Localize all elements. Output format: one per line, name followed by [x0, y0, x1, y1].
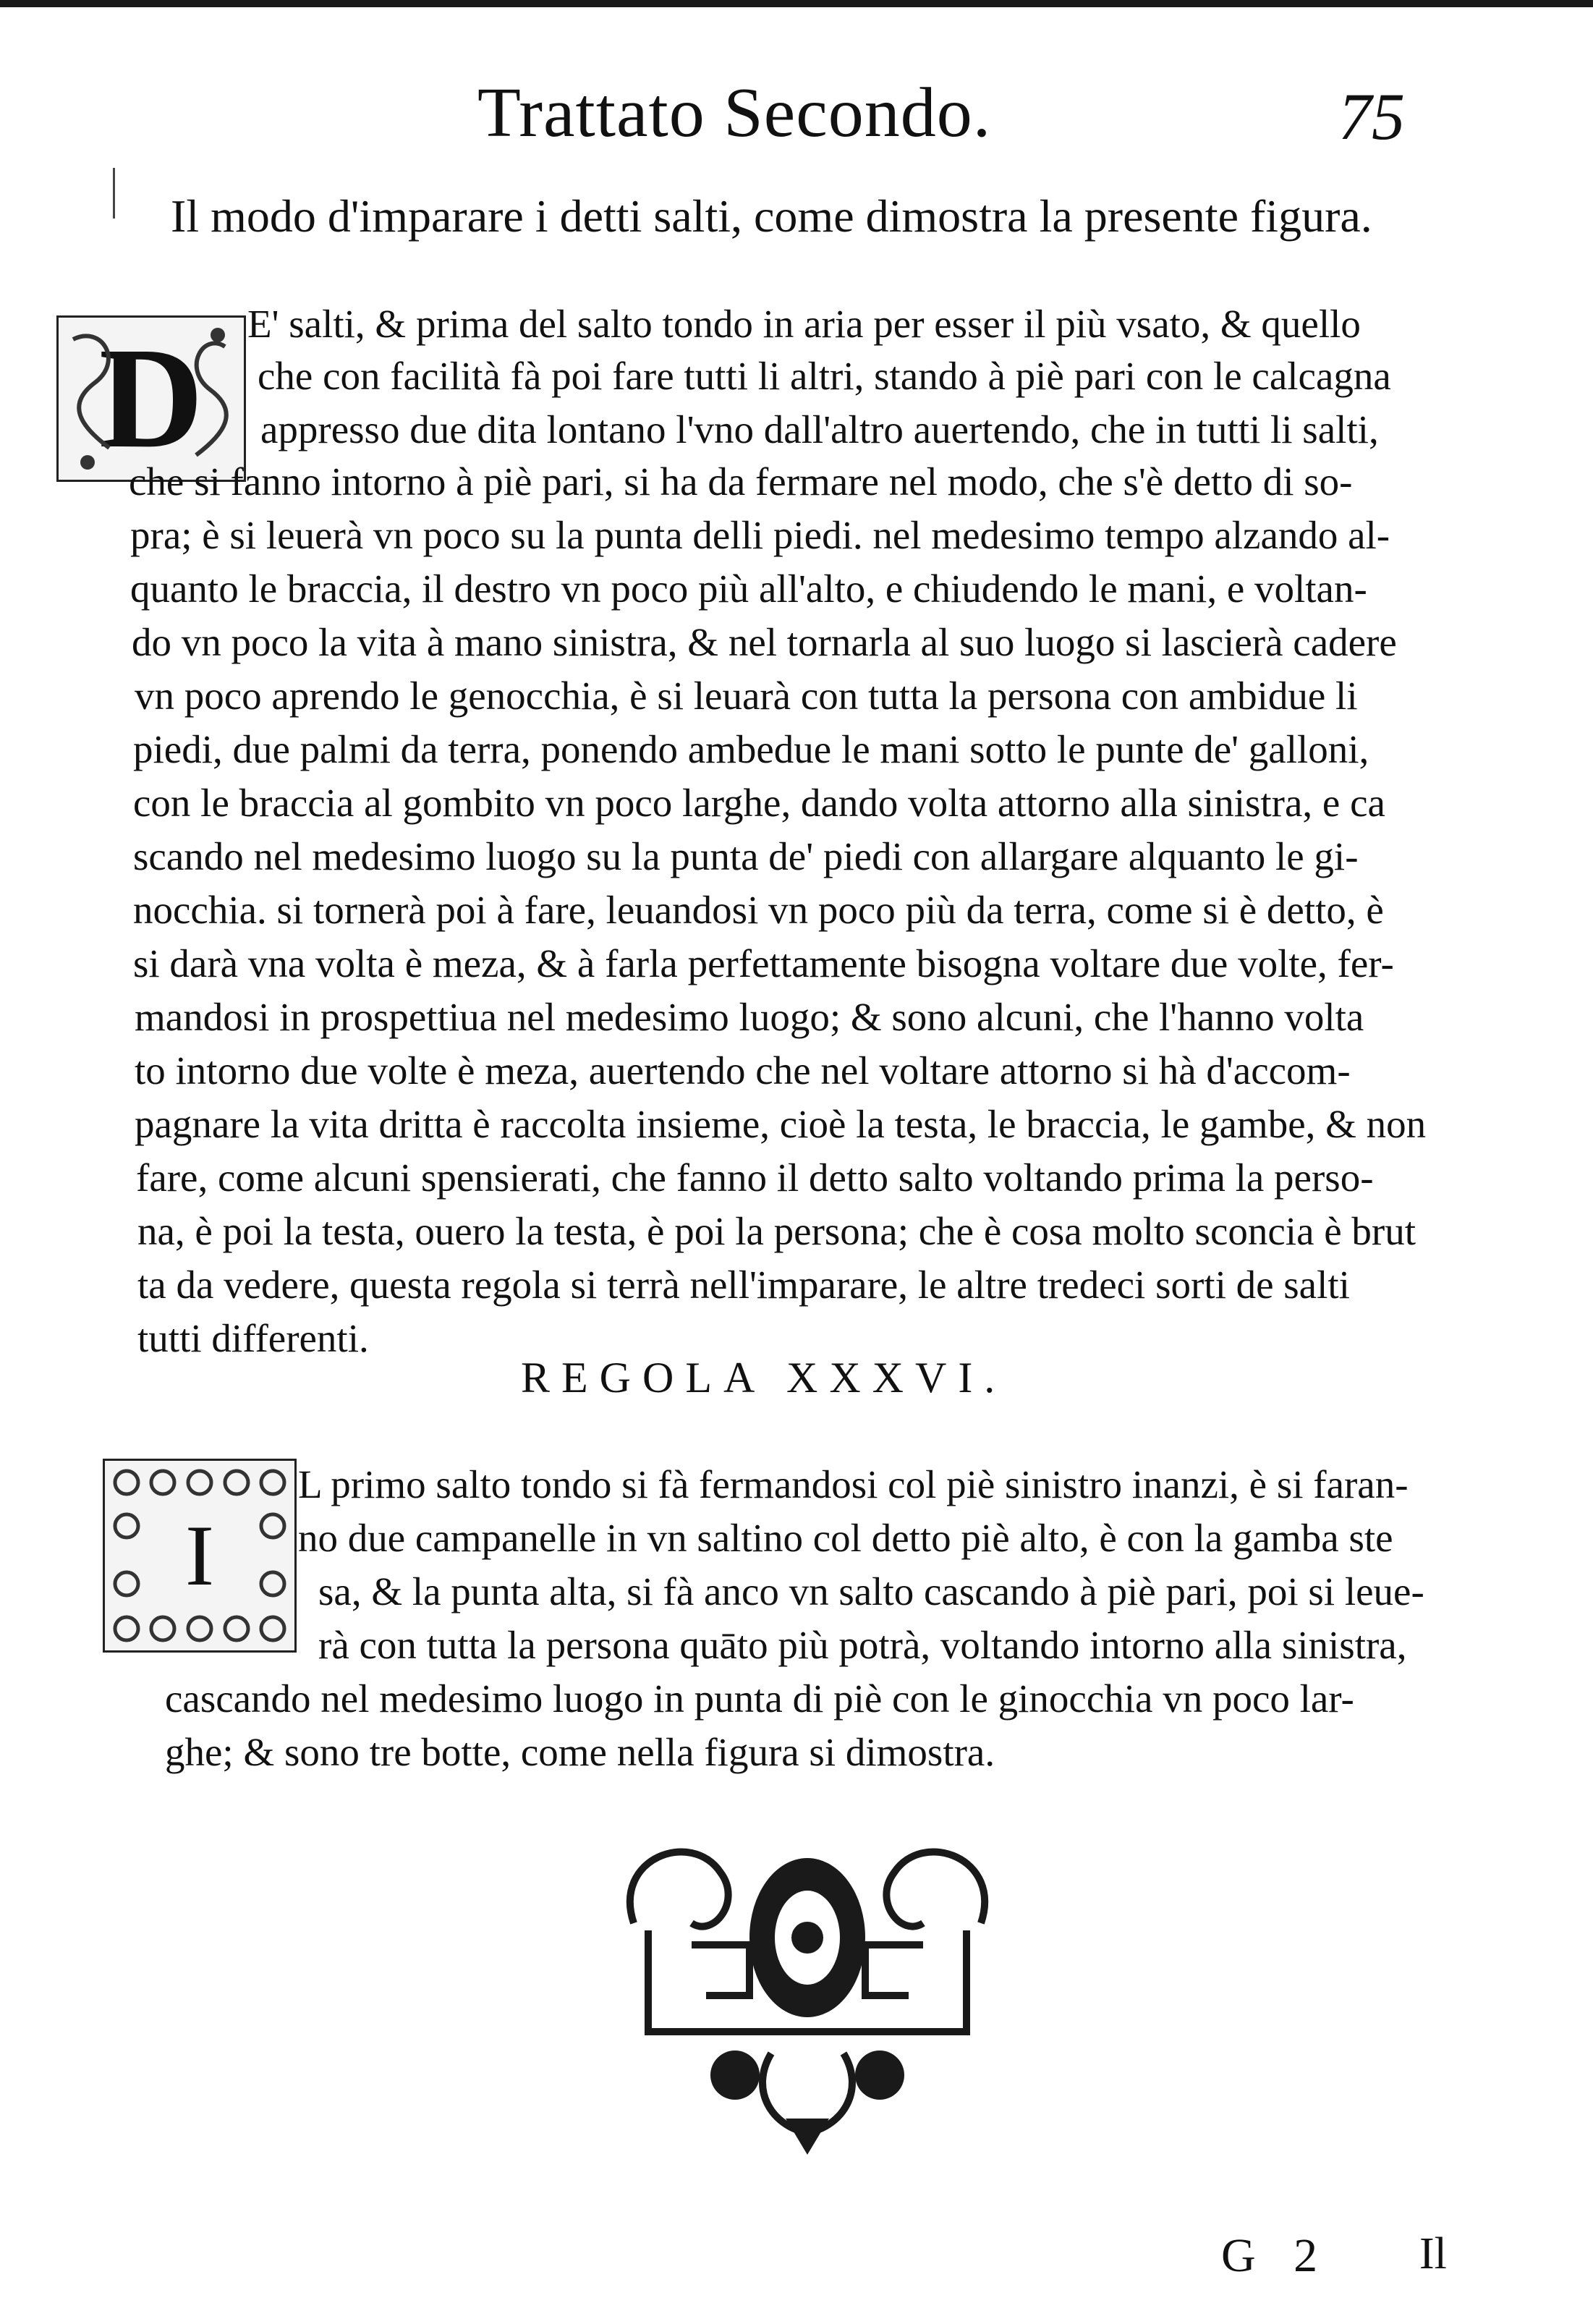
text-line: scando nel medesimo luogo su la punta de' piedi con allargare alquanto le gi-: [133, 834, 1359, 878]
section-heading: Il modo d'imparare i detti salti, come dimostra la presente figura.: [171, 190, 1372, 242]
text-line: che con facilità fà poi fare tutti li altri, stando à piè pari con le calcagna: [258, 354, 1391, 398]
text-line: vn poco aprendo le genocchia, è si leuarà con tutta la persona con ambidue li: [135, 674, 1358, 718]
initial-letter: I: [185, 1507, 214, 1603]
text-line: appresso due dita lontano l'vno dall'altro auertendo, che in tutti li salti,: [260, 407, 1379, 451]
text-line: ta da vedere, questa regola si terrà nell'imparare, le altre tredeci sorti de salti: [137, 1263, 1350, 1307]
text-line: ghe; & sono tre botte, come nella figura si dimostra.: [165, 1730, 995, 1774]
rule-heading: REGOLA XXXVI.: [521, 1354, 1007, 1401]
text-line: fare, come alcuni spensierati, che fanno il detto salto voltando prima la perso-: [136, 1155, 1374, 1200]
margin-mark: [113, 168, 115, 219]
text-line: na, è poi la testa, ouero la testa, è poi la persona; che è cosa molto sconcia è brut: [137, 1209, 1416, 1253]
text-line: quanto le braccia, il destro vn poco più all'alto, e chiudendo le mani, e voltan-: [130, 567, 1367, 611]
text-line: do vn poco la vita à mano sinistra, & nel tornarla al suo luogo si lascierà cadere: [132, 620, 1397, 664]
signature-mark: G 2: [1221, 2229, 1331, 2282]
page-top-edge: [0, 0, 1593, 7]
text-line: tutti differenti.: [137, 1316, 369, 1360]
text-line: E' salti, & prima del salto tondo in aria per esser il più vsato, & quello: [247, 302, 1361, 346]
page-number: 75: [1338, 80, 1405, 153]
text-line: che si fanno intorno à piè pari, si ha da fermare nel modo, che s'è detto di so-: [129, 459, 1353, 504]
running-title: Trattato Secondo.: [477, 74, 992, 152]
initial-letter: D: [98, 318, 204, 478]
text-line: con le braccia al gombito vn poco larghe, dando volta attorno alla sinistra, e ca: [133, 781, 1385, 825]
text-line: no due campanelle in vn saltino col detto piè alto, è con la gamba ste: [298, 1516, 1393, 1560]
text-line: pra; è si leuerà vn poco su la punta delli piedi. nel medesimo tempo alzando al-: [130, 513, 1390, 557]
decorated-initial-d: [56, 315, 246, 482]
text-line: nocchia. si tornerà poi à fare, leuandosi vn poco più da terra, come si è detto, è: [133, 888, 1384, 932]
text-line: rà con tutta la persona quāto più potrà, voltando intorno alla sinistra,: [318, 1623, 1407, 1667]
text-line: mandosi in prospettiua nel medesimo luogo; & sono alcuni, che l'hanno volta: [135, 995, 1364, 1039]
text-line: piedi, due palmi da terra, ponendo ambedue le mani sotto le punte de' galloni,: [133, 727, 1369, 771]
knot-ornament-icon: [105, 1461, 294, 1650]
text-line: pagnare la vita dritta è raccolta insieme, cioè la testa, le braccia, le gambe, & non: [135, 1102, 1427, 1146]
tailpiece-ornament-icon: [605, 1815, 1010, 2155]
page-header: [0, 72, 1593, 159]
decorated-initial-i: [103, 1459, 297, 1653]
text-line: L primo salto tondo si fà fermandosi col piè sinistro inanzi, è si faran-: [298, 1462, 1409, 1506]
text-line: sa, & la punta alta, si fà anco vn salto cascando à piè pari, poi si leue-: [318, 1569, 1424, 1613]
floral-ornament-icon: [59, 318, 244, 480]
catchword: Il: [1419, 2229, 1447, 2278]
text-line: si darà vna volta è meza, & à farla perfettamente bisogna voltare due volte, fer-: [133, 941, 1394, 985]
text-line: to intorno due volte è meza, auertendo che nel voltare attorno si hà d'accom-: [135, 1048, 1351, 1093]
text-line: cascando nel medesimo luogo in punta di piè con le ginocchia vn poco lar-: [165, 1676, 1354, 1721]
